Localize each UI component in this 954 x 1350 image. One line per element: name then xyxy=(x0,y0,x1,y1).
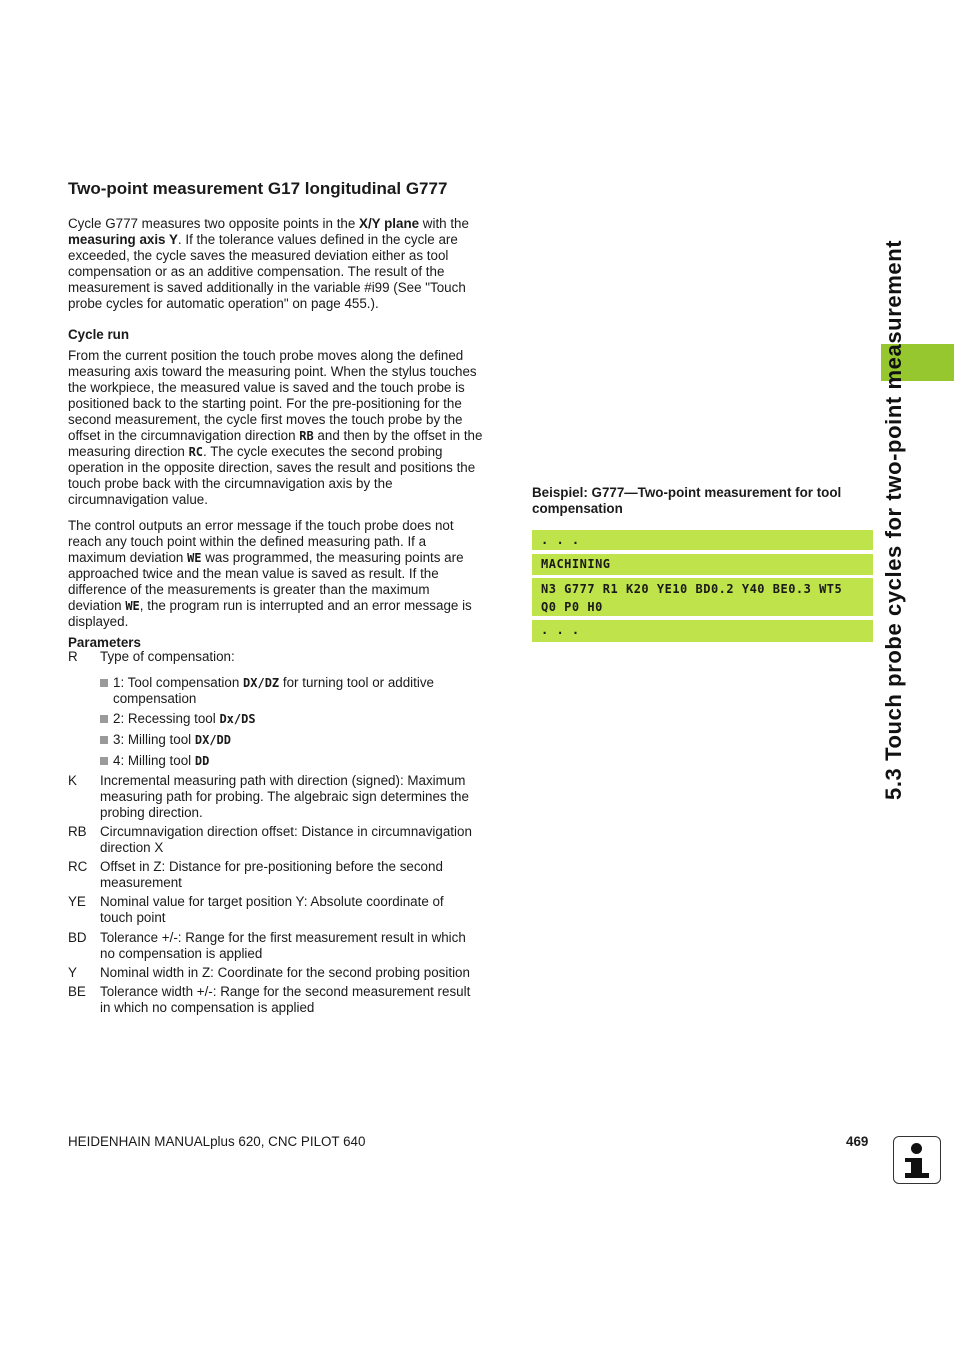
nc-line: Q0 P0 H0 xyxy=(541,600,603,614)
bullet-code: DD xyxy=(194,754,210,768)
bullet-text: 1: Tool compensation xyxy=(113,675,244,690)
bullet-text: 3: Milling tool xyxy=(113,732,195,747)
chapter-side-title: 5.3 Touch probe cycles for two-point measurement xyxy=(881,239,906,800)
paragraph-line: the workpiece, the measured value is saved and the touch probe is xyxy=(68,380,465,395)
bullet-text: 2: Recessing tool xyxy=(113,711,220,726)
paragraph-line: measuring direction xyxy=(68,444,189,459)
bullet-square-icon xyxy=(100,679,108,687)
paragraph-line: was programmed, the measuring points are xyxy=(201,550,464,565)
param-code: RC xyxy=(68,859,88,874)
cycle-run-heading: Cycle run xyxy=(68,327,130,342)
bullet-text: compensation xyxy=(113,691,197,706)
paragraph-line: circumnavigation value. xyxy=(68,492,208,507)
param-desc: Tolerance width +/-: Range for the second measurement result xyxy=(100,984,471,999)
param-code: R xyxy=(68,649,78,664)
param-desc: measurement xyxy=(100,875,182,890)
paragraph-line: . The cycle executes the second probing xyxy=(203,444,443,459)
example-title-line: Beispiel: G777—Two-point measurement for tool xyxy=(532,485,842,500)
paragraph-line: measuring axis toward the measuring point. When the stylus touches xyxy=(68,364,477,379)
paragraph-line: reach any touch point within the defined measuring path. If a xyxy=(68,534,427,549)
paragraph-line: touch probe back with the circumnavigation axis by the xyxy=(68,476,393,491)
paragraph-line: , the program run is interrupted and an error message is xyxy=(139,598,472,613)
paragraph-line: operation in the opposite direction, saves the result and positions the xyxy=(68,460,476,475)
intro-text: Cycle G777 measures two opposite points in the xyxy=(68,216,360,231)
nc-program-row xyxy=(532,620,873,642)
param-desc: in which no compensation is applied xyxy=(100,1000,315,1015)
bullet-code: DX/DD xyxy=(194,733,231,747)
param-desc: Type of compensation: xyxy=(100,649,235,664)
bullet-item xyxy=(100,675,500,707)
param-desc: direction X xyxy=(100,840,164,855)
bullet-item xyxy=(100,753,500,769)
nc-program-row xyxy=(532,554,873,575)
param-code: K xyxy=(68,773,77,788)
nc-line: MACHINING xyxy=(541,557,611,571)
bullet-text: 4: Milling tool xyxy=(113,753,195,768)
code-rb: RB xyxy=(299,429,314,443)
param-code: YE xyxy=(68,894,86,909)
param-code: Y xyxy=(68,965,77,980)
section-heading: Two-point measurement G17 longitudinal G777 xyxy=(68,179,448,198)
bullet-square-icon xyxy=(100,757,108,765)
intro-text: probe cycles for automatic operation" on page 455.). xyxy=(68,296,379,311)
intro-text: . If the tolerance values defined in the cycle are xyxy=(177,232,458,247)
param-desc: measuring path for probing. The algebraic sign determines the xyxy=(100,789,469,804)
intro-text: measurement is saved additionally in the variable #i99 (See "Touch xyxy=(68,280,466,295)
paragraph-line: difference of the measurements is greater than the maximum xyxy=(68,582,430,597)
nc-line: . . . xyxy=(541,623,580,637)
param-desc: Circumnavigation direction offset: Distance in circumnavigation xyxy=(100,824,472,839)
paragraph-line: positioned back to the starting point. For the pre-positioning for the xyxy=(68,396,462,411)
param-desc: probing direction. xyxy=(100,805,203,820)
intro-text: with the xyxy=(419,216,469,231)
bullet-item xyxy=(100,711,500,727)
bullet-item xyxy=(100,732,500,748)
paragraph-line: displayed. xyxy=(68,614,129,629)
intro-bold-plane: X/Y plane xyxy=(359,216,420,231)
nc-line: . . . xyxy=(541,533,580,547)
paragraph-line: approached twice and the mean value is saved as result. If the xyxy=(68,566,439,581)
code-rc: RC xyxy=(188,445,204,459)
intro-paragraph xyxy=(68,216,513,312)
cycle-run-paragraph-2 xyxy=(68,518,513,630)
info-icon-dot xyxy=(911,1143,922,1154)
paragraph-line: From the current position the touch probe moves along the defined xyxy=(68,348,464,363)
cycle-run-paragraph-1 xyxy=(68,348,513,508)
nc-line: N3 G777 R1 K20 YE10 BD0.2 Y40 BE0.3 WT5 xyxy=(541,582,843,596)
param-code: BE xyxy=(68,984,86,999)
paragraph-line: deviation xyxy=(68,598,126,613)
param-desc: Incremental measuring path with direction (signed): Maximum xyxy=(100,773,466,788)
bullet-code: DX/DZ xyxy=(243,676,280,690)
info-icon xyxy=(893,1136,941,1184)
footer-manual-name: HEIDENHAIN MANUALplus 620, CNC PILOT 640 xyxy=(68,1134,366,1149)
page-number: 469 xyxy=(846,1134,869,1149)
paragraph-line: maximum deviation xyxy=(68,550,188,565)
nc-program-row xyxy=(532,578,873,616)
intro-text: exceeded, the cycle saves the measured deviation either as tool xyxy=(68,248,449,263)
code-we: WE xyxy=(125,599,140,613)
example-title-line: compensation xyxy=(532,501,623,516)
param-code: BD xyxy=(68,930,87,945)
bullet-code: Dx/DS xyxy=(219,712,256,726)
nc-program-row xyxy=(532,530,873,550)
code-we: WE xyxy=(187,551,202,565)
param-desc: Nominal value for target position Y: Absolute coordinate of xyxy=(100,894,444,909)
bullet-square-icon xyxy=(100,715,108,723)
intro-bold-axis: measuring axis Y xyxy=(68,232,178,247)
example-title xyxy=(532,485,882,517)
param-desc: Nominal width in Z: Coordinate for the second probing position xyxy=(100,965,470,980)
bullet-text: for turning tool or additive xyxy=(279,675,434,690)
param-desc: touch point xyxy=(100,910,166,925)
bullet-square-icon xyxy=(100,736,108,744)
param-desc: Offset in Z: Distance for pre-positioning before the second xyxy=(100,859,443,874)
paragraph-line: The control outputs an error message if the touch probe does not xyxy=(68,518,454,533)
param-desc: Tolerance +/-: Range for the first measurement result in which xyxy=(100,930,466,945)
paragraph-line: offset in the circumnavigation direction xyxy=(68,428,300,443)
param-desc: no compensation is applied xyxy=(100,946,263,961)
paragraph-line: second measurement, the cycle first moves the touch probe by the xyxy=(68,412,463,427)
intro-text: compensation or as an additive compensation. The result of the xyxy=(68,264,445,279)
param-code: RB xyxy=(68,824,87,839)
paragraph-line: and then by the offset in the xyxy=(313,428,483,443)
parameters-heading: Parameters xyxy=(68,635,141,650)
info-icon-base xyxy=(905,1173,929,1178)
